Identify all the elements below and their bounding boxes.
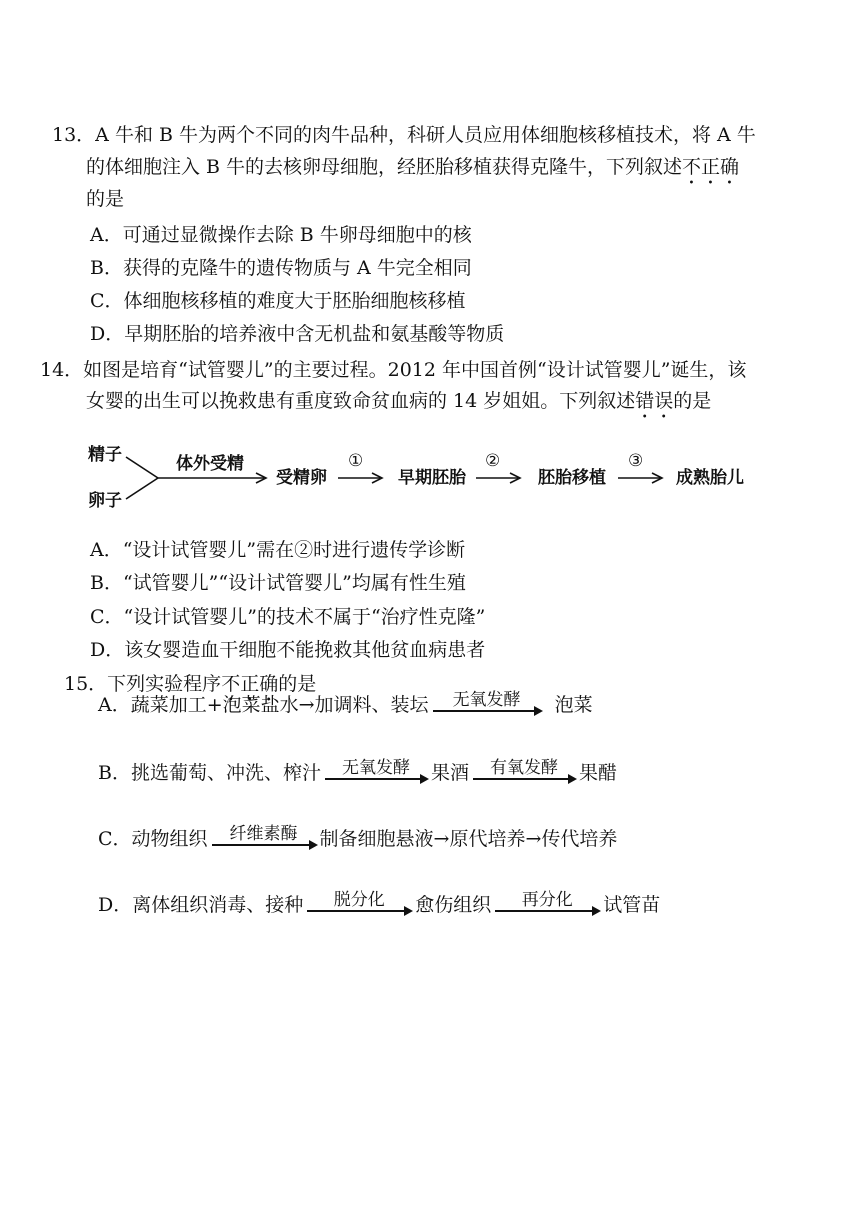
q15-c-arrow	[212, 824, 316, 846]
q14-option-c: C．“设计试管婴儿”的技术不属于“治疗性克隆”	[90, 606, 486, 628]
q15-a-arrow-shaft	[433, 710, 541, 712]
q15-option-c	[98, 826, 617, 852]
q15-d-arrow-2-label: 再分化	[521, 890, 573, 910]
q15-d-arrow-1-shaft	[307, 910, 411, 912]
q13-line-2	[86, 154, 739, 189]
q15-d-arrow-1-label: 脱分化	[333, 890, 385, 910]
q15-option-d	[98, 892, 660, 918]
q15-b-text: B．挑选葡萄、冲洗、榨汁	[98, 762, 321, 784]
q13-option-a: A．可通过显微操作去除 B 牛卵母细胞中的核	[90, 224, 472, 246]
q14-emphasis: 错误	[635, 390, 674, 412]
q15-option-b	[98, 760, 617, 786]
q15-c-arrow-label: 纤维素酶	[229, 824, 298, 844]
q15-a-text: A．蔬菜加工+泡菜盐水→加调料、装坛	[98, 694, 429, 716]
fertilization-label: 体外受精	[176, 454, 244, 474]
q13-line-1: 13．A 牛和 B 牛为两个不同的肉牛品种，科研人员应用体细胞核移植技术，将 A 牛	[52, 124, 756, 146]
step3-label: ③	[628, 451, 644, 471]
q15-b-arrow-2-label: 有氧发酵	[489, 758, 558, 778]
q15-b-arrow-1-label: 无氧发酵	[341, 758, 410, 778]
q14-option-b: B．“试管婴儿”“设计试管婴儿”均属有性生殖	[90, 572, 466, 594]
q15-c-result: 制备细胞悬液→原代培养→传代培养	[319, 828, 618, 850]
egg-label: 卵子	[88, 491, 122, 511]
q15-d-arrow-2	[495, 890, 599, 912]
q13-option-d: D．早期胚胎的培养液中含无机盐和氨基酸等物质	[90, 323, 505, 345]
q13-option-b: B．获得的克隆牛的遗传物质与 A 牛完全相同	[90, 257, 472, 279]
q15-b-arrow-2	[473, 758, 575, 780]
q15-stem-text: 15．下列实验程序	[64, 673, 222, 695]
q14-line-2	[86, 388, 711, 423]
q15-stem-tail: 的是	[278, 673, 317, 695]
q14-line-2-text: 女婴的出生可以挽救患有重度致命贫血病的 14 岁姐姐。下列叙述	[86, 390, 636, 412]
sperm-join-line	[126, 457, 158, 478]
q15-d-mid: 愈伤组织	[415, 894, 492, 916]
q13-option-c: C．体细胞核移植的难度大于胚胎细胞核移植	[90, 290, 466, 312]
q15-b-result: 果醋	[578, 762, 617, 784]
q14-option-d: D．该女婴造血干细胞不能挽救其他贫血病患者	[90, 639, 486, 661]
q15-a-result: 泡菜	[554, 694, 593, 716]
q15-d-result: 试管苗	[603, 894, 661, 916]
q14-option-a: A．“设计试管婴儿”需在②时进行遗传学诊断	[90, 539, 466, 561]
q15-c-text: C．动物组织	[98, 828, 208, 850]
q15-b-arrow-1-shaft	[325, 778, 427, 780]
sperm-label: 精子	[88, 445, 122, 465]
mature-fetus-label: 成熟胎儿	[676, 468, 744, 488]
q13-line-3: 的是	[86, 188, 125, 210]
q15-b-arrow-1	[325, 758, 427, 780]
egg-join-line	[126, 478, 158, 499]
q15-b-mid: 果酒	[430, 762, 469, 784]
q13-line-2-text: 的体细胞注入 B 牛的去核卵母细胞，经胚胎移植获得克隆牛，下列叙述	[86, 156, 683, 178]
embryo-transfer-label: 胚胎移植	[538, 468, 606, 488]
early-embryo-label: 早期胚胎	[398, 468, 466, 488]
q15-d-arrow-2-shaft	[495, 910, 599, 912]
q15-b-arrow-2-shaft	[473, 778, 575, 780]
q15-option-a	[98, 692, 593, 718]
step2-label: ②	[485, 451, 501, 471]
q15-c-arrow-shaft	[212, 844, 316, 846]
q15-d-arrow-1	[307, 890, 411, 912]
q13-emphasis: 不正确	[682, 156, 740, 178]
step1-label: ①	[348, 451, 364, 471]
q14-line-2-tail: 的是	[673, 390, 712, 412]
q15-d-text: D．离体组织消毒、接种	[98, 894, 304, 916]
q15-a-arrow	[433, 690, 541, 712]
q15-emphasis: 不正确	[221, 673, 279, 695]
ivf-process-diagram	[80, 445, 780, 515]
q15-a-arrow-label: 无氧发酵	[452, 690, 521, 710]
q14-line-1: 14．如图是培育“试管婴儿”的主要过程。2012 年中国首例“设计试管婴儿”诞生，该	[40, 359, 747, 381]
zygote-label: 受精卵	[276, 468, 327, 488]
